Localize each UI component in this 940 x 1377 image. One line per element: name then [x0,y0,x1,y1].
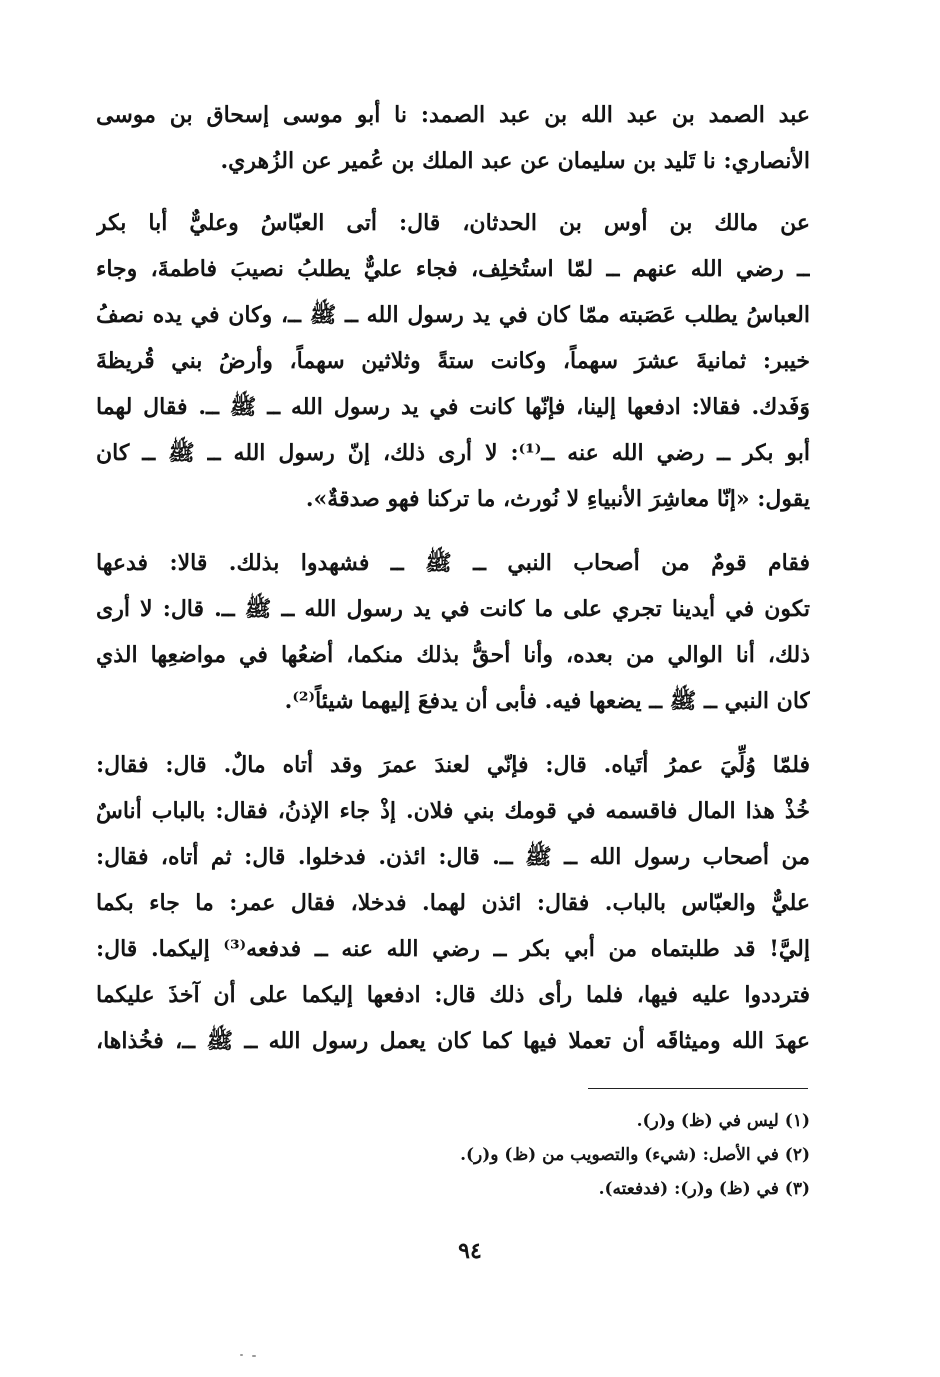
scan-speck [240,1354,243,1356]
text-line: عهدَ الله وميثاقَه أن تعملا فيها كما كان يعمل رسول الله ــ ﷺ ــ، فخُذاها، [96,1028,810,1054]
text-line: يقول: «إنّا معاشِرَ الأنبياءِ لا نُورث، ما تركنا فهو صدقةٌ». [305,486,810,512]
footnote-separator [588,1088,808,1089]
text-line: فلمّا وُلِّيَ عمرُ أتَياه. قال: فإنّي لعندَ عمرَ وقد أتاه مالٌ. قال: فقال: [96,752,810,778]
text-line: إليَّ! قد طلبتماه من أبي بكر ــ رضي الله عنه ــ فدفعه⁽³⁾ إليكما. قال: [96,936,810,962]
text-line: وَفَدك. فقالا: ادفعها إلينا، فإنّها كانت في يد رسول الله ــ ﷺ ــ. فقال لهما [96,394,810,420]
text-line: خُذْ هذا المال فاقسمه في قومك بني فلان. إذْ جاء الإذنُ، فقال: بالباب أناسٌ [96,798,810,824]
paragraph-testimony [96,540,810,724]
text-line: العباسُ يطلب عَصَبته ممّا كان في يد رسول الله ــ ﷺ ــ، وكان في يده نصفُ [96,302,810,328]
text-line: ذلك، أنا الوالي من بعده، وأنا أحقُّ بذلك منكما، أضعُها في مواضعِها الذي [96,642,810,668]
paragraph-isnad [96,92,810,184]
text-line: عن مالك بن أوس بن الحدثان، قال: أتى العبّاسُ وعليٌّ أبا بكر [96,210,810,236]
text-line: فقام قومٌ من أصحاب النبي ــ ﷺ ــ فشهدوا بذلك. قالا: فدعها [96,550,810,576]
text-line: خيبر: ثمانيةَ عشرَ سهماً، وكانت ستةً وثلاثين سهماً، وأرضُ بني قُريظةَ [96,348,810,374]
text-line: عليٌّ والعبّاس بالباب. فقال: ائذن لهما. فدخلا، فقال عمر: ما جاء بكما [96,890,810,916]
footnotes [320,1104,810,1206]
footnote: (٣) في (ظ) و(ر): (فدفعته). [598,1179,810,1199]
text-line: من أصحاب رسول الله ــ ﷺ ــ. قال: ائذن. فدخلوا. قال: ثم أتاه، فقال: [96,844,810,870]
text-line: كان النبي ــ ﷺ ــ يضعها فيه. فأبى أن يدفعَ إليهما شيئاً⁽²⁾. [284,688,810,714]
footnote: (١) ليس في (ظ) و(ر). [636,1111,810,1131]
text-line: فترددوا عليه فيها، فلما رأى ذلك قال: ادفعها إليكما على أن آخذَ عليكما [96,982,810,1008]
footnote: (٢) في الأصل: (شيء) والتصويب من (ظ) و(ر). [460,1145,810,1165]
text-line: ــ رضي الله عنهم ــ لمّا استُخلِف، فجاء عليٌّ يطلبُ نصيبَ فاطمةَ، وجاء [96,256,810,282]
text-line: عبد الصمد بن عبد الله بن عبد الصمد: نا أبو موسى إسحاق بن موسى [96,102,810,128]
paragraph-umar [96,742,810,1064]
page-number: ٩٤ [458,1238,482,1264]
paragraph-hadith-opening [96,200,810,522]
text-line: أبو بكر ــ رضي الله عنه ــ⁽¹⁾: لا أرى ذلك، إنّ رسول الله ــ ﷺ ــ كان [96,440,810,466]
text-line: تكون في أيدينا تجري على ما كانت في يد رسول الله ــ ﷺ ــ. قال: لا أرى [96,596,810,622]
scan-speck [252,1355,256,1357]
text-line: الأنصاري: نا تَليد بن سليمان عن عبد الملك بن عُمير عن الزُهري. [220,148,810,174]
